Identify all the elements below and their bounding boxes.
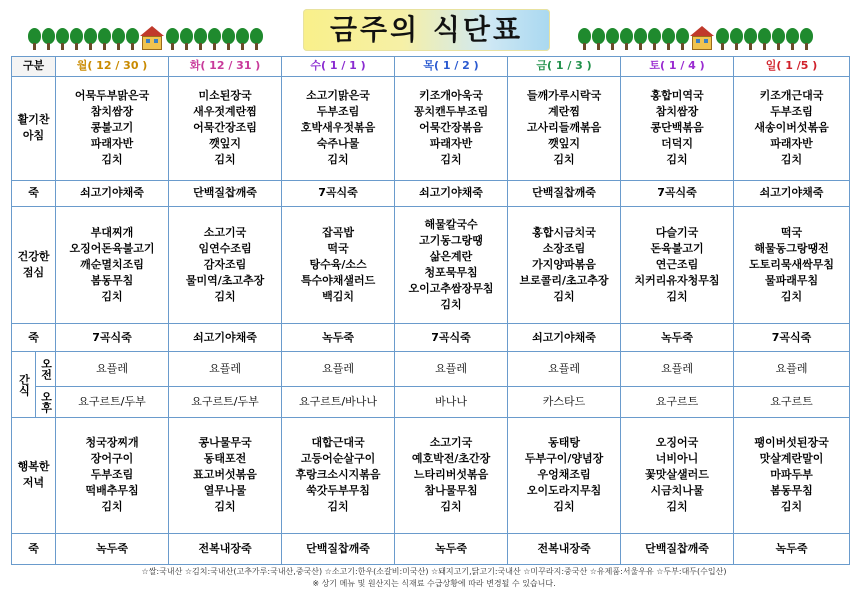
dish-item: 파래자반 xyxy=(90,137,134,151)
dish-item: 특수야채샐러드 xyxy=(300,273,376,287)
dish-item: 우엉채조림 xyxy=(537,468,591,482)
porridge-cell: 전복내장죽 xyxy=(508,533,621,565)
porridge-cell: 녹두죽 xyxy=(56,533,169,565)
dish-item: 김치 xyxy=(780,153,803,167)
tree-icon xyxy=(744,28,757,50)
menu-cell xyxy=(621,76,734,180)
dish-item: 꽃맛살샐러드 xyxy=(645,468,709,482)
day-header xyxy=(508,57,621,77)
tree-icon xyxy=(98,28,111,50)
dish-item: 잡곡밥 xyxy=(322,225,354,239)
dish-item: 어묵간장조림 xyxy=(193,121,257,135)
dinner-row xyxy=(12,418,850,533)
dish-item: 호박새우젓볶음 xyxy=(300,121,376,135)
menu-cell xyxy=(395,76,508,180)
dish-item: 참나물무침 xyxy=(424,484,478,498)
breakfast-porridge-row xyxy=(12,180,850,206)
dish-item: 깻잎지 xyxy=(209,137,241,151)
day-header xyxy=(169,57,282,77)
dish-item: 떡배추무침 xyxy=(85,484,139,498)
tree-icon xyxy=(84,28,97,50)
dish-item: 브로콜리/초고추장 xyxy=(519,273,609,287)
dish-item: 김치 xyxy=(553,289,575,303)
porridge-cell: 쇠고기야채죽 xyxy=(169,324,282,352)
lunch-label: 건강한 점심 xyxy=(12,206,56,323)
dish-item: 소고기국 xyxy=(203,225,247,239)
dish-item: 김치 xyxy=(327,500,349,514)
day-header xyxy=(734,57,850,77)
dish-item: 김치 xyxy=(214,289,236,303)
porridge-cell: 녹두죽 xyxy=(621,324,734,352)
dish-item: 파래자반 xyxy=(770,137,813,151)
day-date: ( 1 / 3 ) xyxy=(546,59,592,73)
dish-item: 김치 xyxy=(440,297,462,311)
tree-icon xyxy=(28,28,41,50)
tree-icon xyxy=(166,28,179,50)
menu-cell xyxy=(169,206,282,323)
porridge-cell: 7곡식죽 xyxy=(282,180,395,206)
day-date: ( 1 / 1 ) xyxy=(320,59,366,73)
breakfast-row xyxy=(12,76,850,180)
menu-cell xyxy=(282,206,395,323)
dish-item: 오징어돈육불고기 xyxy=(69,241,155,255)
menu-cell xyxy=(508,206,621,323)
dish-item: 도토리묵새싹무침 xyxy=(749,257,835,271)
tree-icon xyxy=(634,28,647,50)
porridge-cell: 7곡식죽 xyxy=(395,324,508,352)
tree-icon xyxy=(236,28,249,50)
dish-item: 봄동무침 xyxy=(90,273,134,287)
porridge-cell: 쇠고기야채죽 xyxy=(56,180,169,206)
dish-item: 가지양파볶음 xyxy=(532,257,596,271)
dish-item: 김치 xyxy=(553,500,575,514)
header-row xyxy=(12,57,850,77)
dish-item: 고기동그랑땡 xyxy=(419,233,483,247)
snack-am-cell: 요플레 xyxy=(282,352,395,387)
dinner-label: 행복한 저녁 xyxy=(12,418,56,533)
day-header xyxy=(282,57,395,77)
dish-item: 표고버섯볶음 xyxy=(193,468,257,482)
dish-item: 두부조림 xyxy=(770,105,813,119)
dish-item: 김치 xyxy=(666,500,688,514)
snack-pm-cell: 요구르트 xyxy=(621,386,734,417)
dish-item: 숙주나물 xyxy=(316,137,360,151)
house-icon xyxy=(690,26,714,50)
dish-item: 물미역/초고추장 xyxy=(185,273,265,287)
snack-am-label: 오전 xyxy=(36,352,56,387)
tree-icon xyxy=(180,28,193,50)
dish-item: 김치 xyxy=(101,153,123,167)
tree-icon xyxy=(208,28,221,50)
dish-item: 콩나물무국 xyxy=(198,436,252,450)
porridge-label: 죽 xyxy=(12,533,56,565)
porridge-cell: 7곡식죽 xyxy=(734,324,850,352)
meal-plan-table xyxy=(11,56,850,565)
dish-item: 해물칼국수 xyxy=(424,217,478,231)
dinner-porridge-row xyxy=(12,533,850,565)
category-header: 구분 xyxy=(12,57,56,77)
day-name: 목 xyxy=(423,59,434,73)
dish-item: 시금치나물 xyxy=(650,484,704,498)
dish-item: 해물동그랑땡전 xyxy=(754,241,829,255)
porridge-cell: 쇠고기야채죽 xyxy=(395,180,508,206)
tree-icon xyxy=(786,28,799,50)
porridge-label: 죽 xyxy=(12,180,56,206)
tree-icon xyxy=(578,28,591,50)
dish-item: 꽁치캔두부조림 xyxy=(413,105,489,119)
dish-item: 오징어국 xyxy=(655,436,699,450)
snack-label: 간식 xyxy=(12,352,36,418)
dish-item: 더덕지 xyxy=(661,137,693,151)
day-date: ( 1 / 2 ) xyxy=(433,59,479,73)
menu-cell xyxy=(395,418,508,533)
day-name: 토 xyxy=(649,59,660,73)
dish-item: 깻잎지 xyxy=(548,137,580,151)
porridge-cell: 단백질찹깨죽 xyxy=(621,533,734,565)
house-icon xyxy=(140,26,164,50)
snack-pm-cell: 요구르트/두부 xyxy=(169,386,282,417)
day-date: ( 12 / 31 ) xyxy=(200,59,261,73)
dish-item: 계란찜 xyxy=(548,105,580,119)
dish-item: 홍합미역국 xyxy=(650,89,704,103)
snack-pm-cell: 카스타드 xyxy=(508,386,621,417)
dish-item: 떡국 xyxy=(780,225,803,239)
menu-cell xyxy=(734,418,850,533)
dish-item: 열무나물 xyxy=(203,484,247,498)
snack-am-cell: 요플레 xyxy=(395,352,508,387)
dish-item: 임연수조림 xyxy=(198,241,252,255)
menu-cell xyxy=(169,418,282,533)
snack-pm-cell: 요구르트/바나나 xyxy=(282,386,395,417)
dish-item: 김치 xyxy=(666,153,688,167)
dish-item: 봄동무침 xyxy=(770,484,813,498)
menu-cell xyxy=(621,206,734,323)
dish-item: 고등어순살구이 xyxy=(300,452,376,466)
notice-footnote: ※ 상기 메뉴 및 원산지는 식재료 수급상황에 따라 변경될 수 있습니다. xyxy=(312,579,556,588)
dish-item: 두부조림 xyxy=(316,105,360,119)
dish-item: 두부조림 xyxy=(90,468,134,482)
dish-item: 돈육불고기 xyxy=(650,241,704,255)
tree-icon xyxy=(112,28,125,50)
dish-item: 새송이버섯볶음 xyxy=(754,121,829,135)
menu-cell xyxy=(56,206,169,323)
tree-icon xyxy=(70,28,83,50)
day-name: 금 xyxy=(536,59,547,73)
tree-icon xyxy=(716,28,729,50)
dish-item: 김치 xyxy=(780,500,803,514)
tree-icon xyxy=(606,28,619,50)
dish-item: 소고기국 xyxy=(429,436,473,450)
day-name: 월 xyxy=(76,59,88,73)
menu-cell xyxy=(734,76,850,180)
tree-icon xyxy=(620,28,633,50)
dish-item: 소고기맑은국 xyxy=(306,89,370,103)
dish-item: 어묵간장볶음 xyxy=(419,121,483,135)
dish-item: 장어구이 xyxy=(90,452,134,466)
dish-item: 김치 xyxy=(101,289,123,303)
tree-icon xyxy=(662,28,675,50)
dish-item: 오이도라지무침 xyxy=(526,484,602,498)
porridge-cell: 녹두죽 xyxy=(395,533,508,565)
menu-cell xyxy=(395,206,508,323)
snack-am-cell: 요플레 xyxy=(56,352,169,387)
dish-item: 느타리버섯볶음 xyxy=(413,468,489,482)
dish-item: 콩불고기 xyxy=(90,121,134,135)
day-name: 일 xyxy=(765,59,777,73)
menu-cell xyxy=(56,76,169,180)
dish-item: 쑥갓두부무침 xyxy=(306,484,370,498)
breakfast-label: 활기찬 아침 xyxy=(12,76,56,180)
dish-item: 참치쌈장 xyxy=(90,105,134,119)
porridge-cell: 녹두죽 xyxy=(734,533,850,565)
porridge-cell: 녹두죽 xyxy=(282,324,395,352)
snack-am-cell: 요플레 xyxy=(508,352,621,387)
porridge-cell: 7곡식죽 xyxy=(56,324,169,352)
porridge-cell: 전복내장죽 xyxy=(169,533,282,565)
tree-icon xyxy=(222,28,235,50)
snack-pm-cell: 요구르트 xyxy=(734,386,850,417)
dish-item: 물파래무침 xyxy=(764,273,819,287)
dish-item: 맛살계란말이 xyxy=(759,452,824,466)
menu-cell xyxy=(508,76,621,180)
menu-cell xyxy=(508,418,621,533)
dish-item: 홍합시금치국 xyxy=(532,225,596,239)
dish-item: 김치 xyxy=(440,153,462,167)
menu-cell xyxy=(734,206,850,323)
lunch-row xyxy=(12,206,850,323)
right-decoration xyxy=(578,24,814,50)
menu-cell xyxy=(282,418,395,533)
day-date: ( 12 / 30 ) xyxy=(87,59,148,73)
porridge-cell: 7곡식죽 xyxy=(621,180,734,206)
snack-am-cell: 요플레 xyxy=(169,352,282,387)
dish-item: 오이고추쌈장무침 xyxy=(408,281,494,295)
snack-pm-cell: 바나나 xyxy=(395,386,508,417)
dish-item: 어묵두부맑은국 xyxy=(74,89,150,103)
menu-cell xyxy=(56,418,169,533)
dish-item: 백김치 xyxy=(322,289,354,303)
tree-icon xyxy=(592,28,605,50)
porridge-cell: 단백질찹깨죽 xyxy=(282,533,395,565)
dish-item: 김치 xyxy=(327,153,349,167)
dish-item: 동태탕 xyxy=(548,436,580,450)
dish-item: 청국장찌개 xyxy=(85,436,139,450)
dish-item: 참치쌈장 xyxy=(655,105,699,119)
dish-item: 키조개근대국 xyxy=(759,89,824,103)
porridge-cell: 쇠고기야채죽 xyxy=(508,324,621,352)
dish-item: 후랑크소시지볶음 xyxy=(295,468,381,482)
day-header xyxy=(56,57,169,77)
dish-item: 새우젓계란찜 xyxy=(193,105,257,119)
tree-icon xyxy=(42,28,55,50)
dish-item: 대합근대국 xyxy=(311,436,365,450)
dish-item: 청포묵무침 xyxy=(424,265,478,279)
tree-icon xyxy=(758,28,771,50)
day-name: 수 xyxy=(310,59,321,73)
tree-icon xyxy=(648,28,661,50)
dish-item: 김치 xyxy=(780,289,803,303)
dish-item: 김치 xyxy=(440,500,462,514)
porridge-cell: 단백질찹깨죽 xyxy=(169,180,282,206)
snack-pm-label: 오후 xyxy=(36,386,56,417)
origin-footnote: ☆쌀:국내산 ☆김치:국내산(고추가루:국내산,중국산) ☆소고기:한우(소갈비:미국산) ☆돼지고기,닭고기:국내산 ☆미꾸라지:중국산 ☆유제품:서울우유 ☆두부:대두(수입산) xyxy=(141,567,727,576)
porridge-cell: 단백질찹깨죽 xyxy=(508,180,621,206)
tree-icon xyxy=(126,28,139,50)
menu-cell xyxy=(282,76,395,180)
day-name: 화 xyxy=(189,59,201,73)
snack-pm-row xyxy=(12,386,850,417)
dish-item: 파래자반 xyxy=(429,137,473,151)
dish-item: 마파두부 xyxy=(770,468,813,482)
dish-item: 감자조림 xyxy=(203,257,247,271)
menu-cell xyxy=(169,76,282,180)
dish-item: 깨순멸치조림 xyxy=(80,257,144,271)
dish-item: 두부구이/양념장 xyxy=(524,452,604,466)
dish-item: 치커리유자청무침 xyxy=(634,273,720,287)
page-title: 금주의 식단표 xyxy=(303,9,550,51)
day-date: ( 1 / 4 ) xyxy=(659,59,705,73)
menu-cell xyxy=(621,418,734,533)
dish-item: 김치 xyxy=(553,153,575,167)
lunch-porridge-row xyxy=(12,324,850,352)
dish-item: 김치 xyxy=(101,500,123,514)
snack-pm-cell: 요구르트/두부 xyxy=(56,386,169,417)
dish-item: 소장조림 xyxy=(542,241,586,255)
snack-am-row xyxy=(12,352,850,387)
dish-item: 연근조림 xyxy=(655,257,699,271)
dish-item: 삶은계란 xyxy=(429,249,473,263)
header xyxy=(0,0,868,56)
porridge-cell: 쇠고기야채죽 xyxy=(734,180,850,206)
dish-item: 키조개아욱국 xyxy=(419,89,483,103)
tree-icon xyxy=(56,28,69,50)
snack-am-cell: 요플레 xyxy=(621,352,734,387)
tree-icon xyxy=(250,28,263,50)
dish-item: 너비아니 xyxy=(655,452,699,466)
dish-item: 들깨가루시락국 xyxy=(526,89,602,103)
dish-item: 탕수육/소스 xyxy=(309,257,367,271)
dish-item: 떡국 xyxy=(327,241,349,255)
porridge-label: 죽 xyxy=(12,324,56,352)
tree-icon xyxy=(800,28,813,50)
dish-item: 콩단백볶음 xyxy=(650,121,704,135)
dish-item: 고사리들깨볶음 xyxy=(526,121,602,135)
tree-icon xyxy=(676,28,689,50)
day-date: ( 1 /5 ) xyxy=(776,59,818,73)
dish-item: 팽이버섯된장국 xyxy=(754,436,829,450)
tree-icon xyxy=(730,28,743,50)
dish-item: 다슬기국 xyxy=(655,225,699,239)
snack-am-cell: 요플레 xyxy=(734,352,850,387)
dish-item: 부대찌개 xyxy=(90,225,134,239)
dish-item: 김치 xyxy=(666,289,688,303)
day-header xyxy=(621,57,734,77)
dish-item: 김치 xyxy=(214,500,236,514)
tree-icon xyxy=(772,28,785,50)
dish-item: 동태포전 xyxy=(203,452,247,466)
dish-item: 김치 xyxy=(214,153,236,167)
left-decoration xyxy=(28,24,264,50)
tree-icon xyxy=(194,28,207,50)
dish-item: 예호박전/초간장 xyxy=(411,452,491,466)
dish-item: 미소된장국 xyxy=(198,89,252,103)
day-header xyxy=(395,57,508,77)
